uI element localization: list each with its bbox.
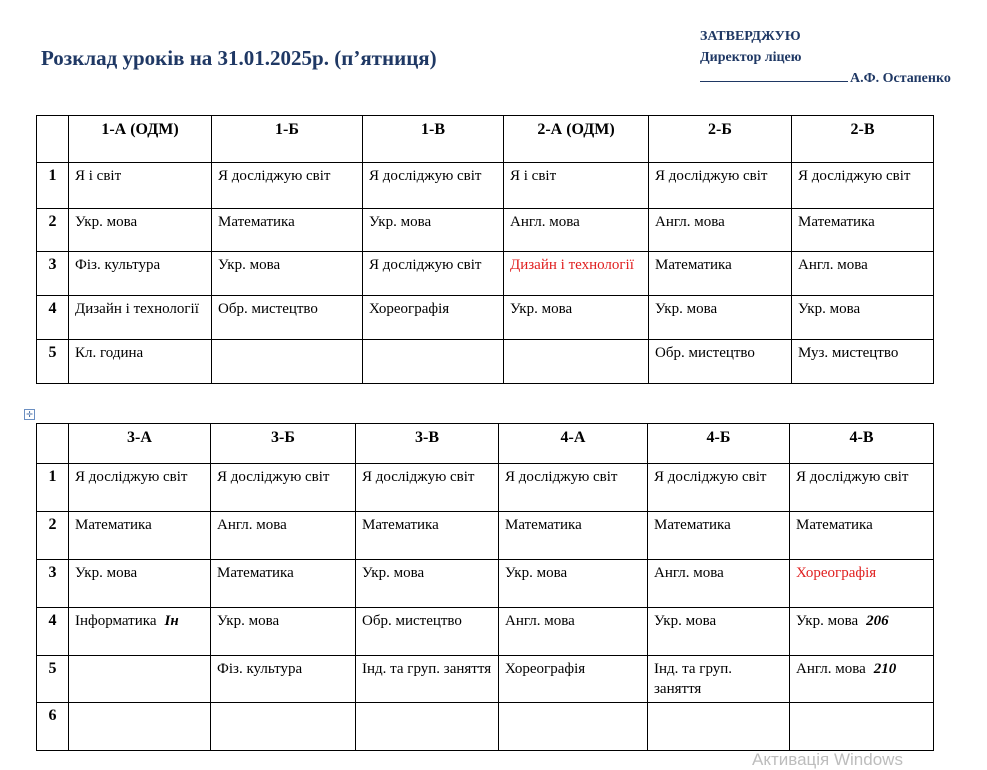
room-number: 206	[866, 613, 889, 629]
lesson-row	[37, 296, 934, 340]
lesson-cell	[69, 703, 211, 751]
class-header: 2-А (ОДМ)	[504, 116, 649, 163]
lesson-cell: Математика	[212, 209, 363, 252]
lesson-row	[37, 656, 934, 703]
lesson-cell: Обр. мистецтво	[356, 608, 499, 656]
lesson-cell: Математика	[211, 560, 356, 608]
class-header: 3-А	[69, 424, 211, 464]
class-header: 1-А (ОДМ)	[69, 116, 212, 163]
lesson-cell: Дизайн і технології	[69, 296, 212, 340]
schedule-table-grades-1-2	[36, 115, 934, 384]
lesson-cell: Укр. мова	[649, 296, 792, 340]
lesson-cell	[790, 656, 934, 703]
lesson-cell: Укр. мова	[648, 608, 790, 656]
lesson-cell: Інд. та груп. заняття	[648, 656, 790, 703]
lesson-cell	[69, 608, 211, 656]
lesson-cell: Математика	[499, 512, 648, 560]
signature-name: А.Ф. Остапенко	[850, 71, 951, 86]
lesson-number: 1	[37, 163, 69, 209]
corner-cell	[37, 116, 69, 163]
lesson-number: 5	[37, 656, 69, 703]
lesson-cell	[363, 340, 504, 384]
lesson-cell	[212, 340, 363, 384]
lesson-cell: Укр. мова	[363, 209, 504, 252]
page-title: Розклад уроків на 31.01.2025р. (п’ятниця)	[41, 46, 437, 70]
lesson-cell-highlighted: Дизайн і технології	[504, 252, 649, 296]
lesson-cell: Фіз. культура	[211, 656, 356, 703]
lesson-cell: Укр. мова	[69, 209, 212, 252]
lesson-cell	[790, 608, 934, 656]
class-header: 3-В	[356, 424, 499, 464]
lesson-cell: Математика	[648, 512, 790, 560]
lesson-cell: Фіз. культура	[69, 252, 212, 296]
lesson-number: 3	[37, 560, 69, 608]
lesson-number: 1	[37, 464, 69, 512]
windows-activation-watermark: Активація Windows	[752, 750, 903, 769]
approval-block	[700, 26, 951, 89]
lesson-cell: Я і світ	[504, 163, 649, 209]
lesson-number: 2	[37, 209, 69, 252]
subject-name: Інформатика	[75, 613, 157, 629]
lesson-cell	[790, 703, 934, 751]
lesson-cell: Я досліджую світ	[363, 163, 504, 209]
lesson-number: 4	[37, 296, 69, 340]
corner-cell	[37, 424, 69, 464]
lesson-cell: Обр. мистецтво	[649, 340, 792, 384]
lesson-cell: Я досліджую світ	[499, 464, 648, 512]
lesson-cell: Укр. мова	[356, 560, 499, 608]
lesson-cell: Хореографія	[363, 296, 504, 340]
lesson-cell: Я досліджую світ	[790, 464, 934, 512]
lesson-cell: Я досліджую світ	[69, 464, 211, 512]
subject-name: Укр. мова	[796, 613, 859, 629]
lesson-cell: Математика	[69, 512, 211, 560]
lesson-row	[37, 512, 934, 560]
lesson-cell: Англ. мова	[648, 560, 790, 608]
lesson-row	[37, 608, 934, 656]
class-header: 1-В	[363, 116, 504, 163]
approval-heading: ЗАТВЕРДЖУЮ	[700, 29, 801, 44]
lesson-cell: Я досліджую світ	[363, 252, 504, 296]
lesson-row	[37, 252, 934, 296]
lesson-cell: Укр. мова	[212, 252, 363, 296]
lesson-cell: Я досліджую світ	[649, 163, 792, 209]
lesson-number: 5	[37, 340, 69, 384]
lesson-cell: Укр. мова	[499, 560, 648, 608]
class-header: 2-В	[792, 116, 934, 163]
lesson-cell: Кл. година	[69, 340, 212, 384]
lesson-cell	[211, 703, 356, 751]
lesson-cell: Я досліджую світ	[648, 464, 790, 512]
lesson-cell: Укр. мова	[211, 608, 356, 656]
approval-position: Директор ліцею	[700, 50, 802, 65]
lesson-cell: Хореографія	[499, 656, 648, 703]
class-header: 4-А	[499, 424, 648, 464]
lesson-cell: Укр. мова	[504, 296, 649, 340]
class-header: 4-В	[790, 424, 934, 464]
lesson-cell: Укр. мова	[69, 560, 211, 608]
lesson-cell: Англ. мова	[792, 252, 934, 296]
approval-signature	[700, 68, 951, 89]
lesson-number: 4	[37, 608, 69, 656]
lesson-cell: Англ. мова	[504, 209, 649, 252]
lesson-row	[37, 209, 934, 252]
lesson-cell: Математика	[790, 512, 934, 560]
lesson-row	[37, 464, 934, 512]
class-header: 1-Б	[212, 116, 363, 163]
lesson-cell	[648, 703, 790, 751]
lesson-cell: Англ. мова	[211, 512, 356, 560]
lesson-cell	[69, 656, 211, 703]
lesson-number: 3	[37, 252, 69, 296]
room-number: Ін	[164, 613, 179, 629]
header-row	[37, 116, 934, 163]
lesson-cell: Англ. мова	[649, 209, 792, 252]
lesson-cell: Я досліджую світ	[212, 163, 363, 209]
lesson-cell	[499, 703, 648, 751]
lesson-cell: Я досліджую світ	[792, 163, 934, 209]
class-header: 3-Б	[211, 424, 356, 464]
lesson-number: 2	[37, 512, 69, 560]
lesson-cell	[356, 703, 499, 751]
lesson-number: 6	[37, 703, 69, 751]
move-cross-icon[interactable]: ✛	[24, 409, 35, 420]
lesson-cell: Інд. та груп. заняття	[356, 656, 499, 703]
lesson-cell	[504, 340, 649, 384]
lesson-cell-highlighted: Хореографія	[790, 560, 934, 608]
lesson-row	[37, 163, 934, 209]
schedule-table-grades-3-4	[36, 423, 934, 751]
lesson-cell: Математика	[649, 252, 792, 296]
lesson-row	[37, 340, 934, 384]
header-row	[37, 424, 934, 464]
lesson-cell: Укр. мова	[792, 296, 934, 340]
lesson-cell: Я і світ	[69, 163, 212, 209]
lesson-cell: Я досліджую світ	[356, 464, 499, 512]
signature-line	[700, 69, 848, 82]
class-header: 2-Б	[649, 116, 792, 163]
lesson-row	[37, 560, 934, 608]
room-number: 210	[873, 661, 897, 677]
lesson-row	[37, 703, 934, 751]
lesson-cell: Англ. мова	[499, 608, 648, 656]
subject-name: Англ. мова	[796, 661, 866, 677]
lesson-cell: Муз. мистецтво	[792, 340, 934, 384]
lesson-cell: Я досліджую світ	[211, 464, 356, 512]
class-header: 4-Б	[648, 424, 790, 464]
lesson-cell: Обр. мистецтво	[212, 296, 363, 340]
lesson-cell: Математика	[356, 512, 499, 560]
lesson-cell: Математика	[792, 209, 934, 252]
